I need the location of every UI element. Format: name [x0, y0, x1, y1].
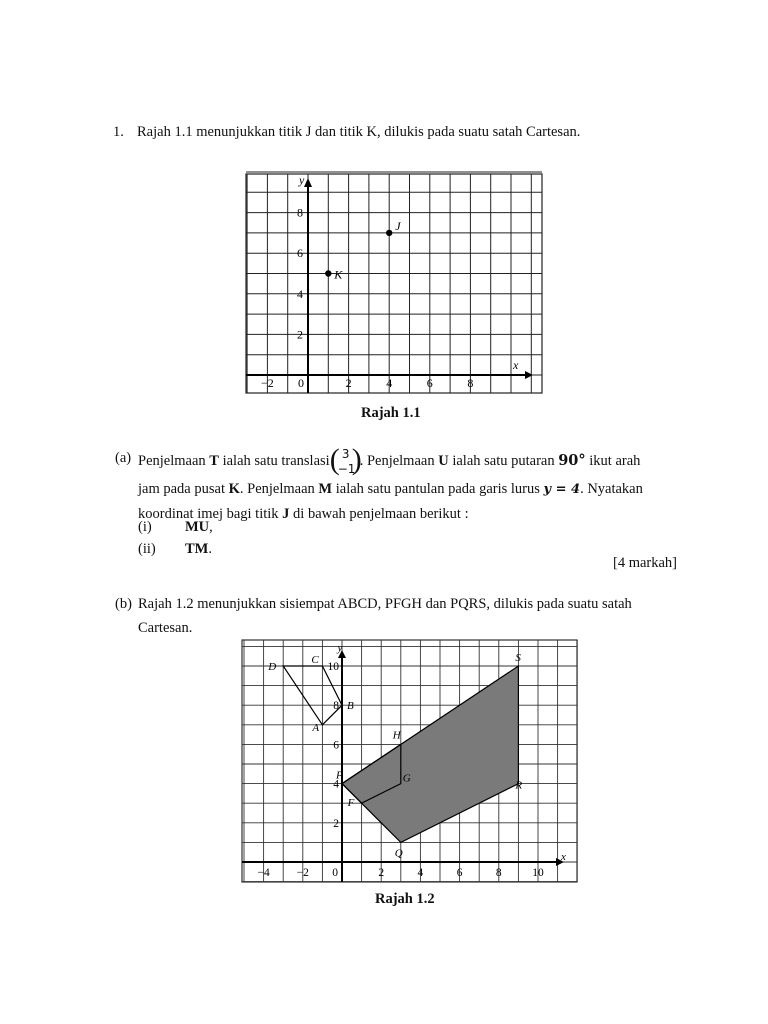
- x-tick-label: 2: [378, 867, 385, 879]
- point-J-ref: J: [282, 505, 290, 522]
- vertex-label-g: G: [402, 772, 411, 785]
- item-suffix: ,: [209, 519, 213, 535]
- y-tick-label: 4: [297, 286, 303, 301]
- grid-border: [246, 174, 542, 393]
- reflection-line-equation: y = 4: [543, 481, 581, 497]
- x-tick-label: 0: [332, 867, 338, 879]
- x-axis-label: x: [561, 851, 566, 863]
- x-tick-label: 0: [298, 376, 304, 390]
- x-tick-label: 8: [495, 867, 502, 879]
- part-a-label: (a): [115, 450, 132, 466]
- part-a-line-2: [138, 477, 677, 502]
- text-span: ikut arah: [585, 453, 641, 469]
- point-k: [325, 270, 331, 276]
- y-tick-label: 8: [297, 205, 303, 220]
- vertex-label-b: B: [347, 700, 354, 713]
- text-span: di bawah penjelmaan berikut :: [289, 505, 469, 522]
- text-span: koordinat imej bagi titik: [138, 505, 283, 522]
- vertex-label-h: H: [392, 729, 401, 742]
- text-span: ialah satu pantulan pada garis lurus: [332, 480, 544, 497]
- text-span: . Nyatakan: [580, 480, 643, 497]
- part-a-item-i: [138, 516, 213, 538]
- vertex-label-r: R: [515, 779, 523, 792]
- vertex-label-c: C: [311, 654, 319, 666]
- text-span: ialah satu putaran: [448, 453, 559, 469]
- y-axis-arrow: [304, 178, 312, 187]
- figure-1-1-caption: Rajah 1.1: [361, 405, 421, 421]
- transformation-T: T: [209, 453, 219, 469]
- part-b: [115, 592, 677, 640]
- y-tick-label: 6: [297, 246, 303, 261]
- point-label-j: J: [395, 218, 401, 233]
- transformation-U: U: [438, 453, 449, 469]
- text-span: ialah satu translasi: [218, 453, 330, 469]
- item-numeral: (ii): [138, 541, 156, 557]
- y-tick-label: 4: [333, 778, 339, 791]
- item-text: TM: [185, 541, 209, 557]
- vector-top: 3: [341, 446, 350, 461]
- question-number: 1.: [113, 124, 124, 140]
- part-b-text: [138, 592, 677, 640]
- part-a: [115, 442, 677, 526]
- item-text: MU: [185, 519, 210, 535]
- text-span: Penjelmaan: [138, 453, 210, 469]
- point-K-ref: K: [228, 480, 240, 497]
- figure-1-2-grid: [240, 638, 585, 886]
- question-intro: Rajah 1.1 menunjukkan titik J dan titik K, dilukis pada suatu satah Cartesan.: [137, 124, 581, 140]
- x-tick-label: 8: [467, 376, 474, 390]
- y-tick-label: 2: [297, 327, 303, 342]
- part-b-line-1: Rajah 1.2 menunjukkan sisiempat ABCD, PFGH dan PQRS, dilukis pada suatu satah: [138, 596, 632, 612]
- part-a-line-1: [138, 442, 677, 477]
- item-numeral: (i): [138, 519, 152, 535]
- figure-1-2-caption: Rajah 1.2: [375, 891, 435, 907]
- y-tick-label: 6: [333, 739, 339, 752]
- x-tick-label: −4: [257, 867, 270, 879]
- text-span: . Penjelmaan: [359, 453, 439, 469]
- vertex-label-q: Q: [394, 847, 403, 860]
- quadrilateral-pqrs: [342, 666, 518, 842]
- text-span: . Penjelmaan: [239, 480, 319, 497]
- x-tick-label: 4: [386, 376, 393, 390]
- y-axis-label: y: [337, 642, 343, 654]
- x-tick-label: 6: [426, 376, 433, 390]
- x-tick-label: 4: [417, 867, 424, 879]
- vertex-label-s: S: [515, 652, 521, 664]
- x-tick-label: 2: [345, 376, 352, 390]
- y-tick-label: 10: [327, 661, 339, 673]
- x-axis-label: x: [513, 358, 519, 372]
- part-a-item-ii: [138, 538, 213, 560]
- transformation-M: M: [318, 480, 333, 497]
- part-b-label: (b): [115, 596, 132, 612]
- x-tick-label: −2: [261, 376, 274, 390]
- part-a-line-3: [138, 502, 677, 526]
- part-a-items: [138, 516, 213, 560]
- item-suffix: .: [208, 541, 212, 557]
- rotation-angle: 90°: [558, 452, 586, 469]
- point-j: [386, 230, 392, 236]
- x-tick-label: −2: [296, 867, 309, 879]
- translation-vector: ( 3 −1 ): [329, 442, 362, 476]
- figure-1-1-grid: [245, 170, 545, 395]
- y-tick-label: 8: [333, 700, 339, 713]
- part-a-text: [138, 442, 677, 526]
- part-b-line-2: Cartesan.: [138, 620, 193, 636]
- y-axis-label: y: [299, 173, 305, 187]
- y-tick-label: 2: [333, 817, 339, 830]
- vector-bottom: −1: [337, 461, 356, 476]
- text-span: jam pada pusat: [138, 480, 229, 497]
- quadrilateral-abcd: [283, 666, 342, 725]
- vertex-label-d: D: [268, 661, 277, 673]
- point-label-k: K: [334, 267, 343, 282]
- part-a-marks: [4 markah]: [612, 555, 677, 571]
- x-tick-label: 10: [532, 867, 544, 879]
- vertex-label-a: A: [312, 721, 320, 734]
- x-tick-label: 6: [456, 867, 463, 879]
- vertex-label-f: F: [347, 797, 355, 810]
- vertex-label-p: P: [336, 769, 343, 782]
